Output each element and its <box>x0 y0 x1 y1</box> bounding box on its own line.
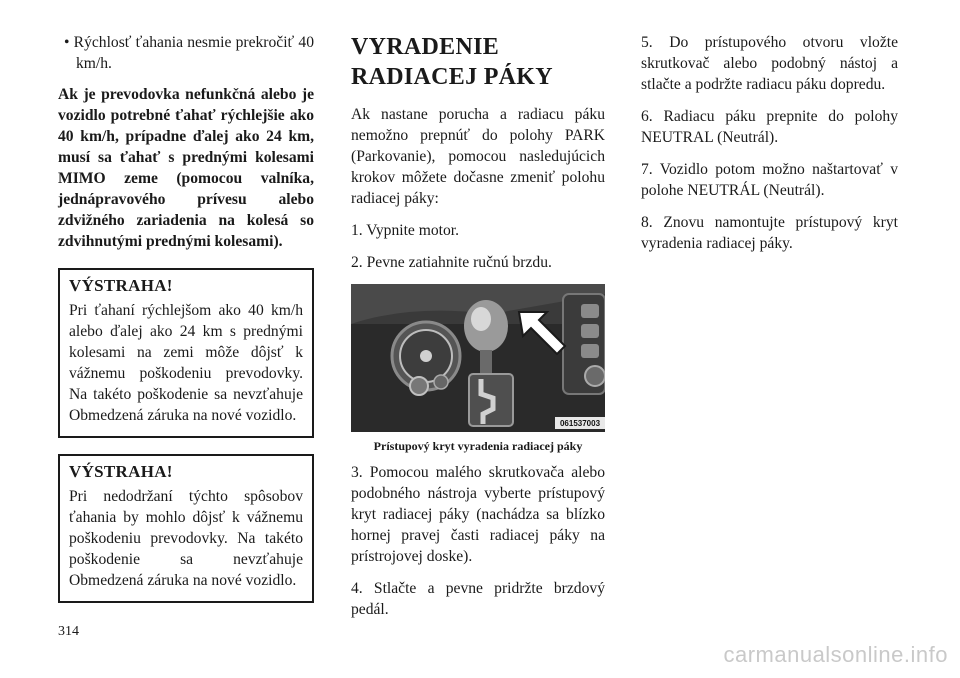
step-4: 4. Stlačte a pevne pridržte brzdový pedál. <box>351 580 605 618</box>
step-6: 6. Radiacu páku prepnite do polohy NEUTRAL (Neutrál). <box>641 108 898 146</box>
warning-title: VÝSTRAHA! <box>69 462 173 481</box>
intro-paragraph: Ak nastane porucha a radiacu páku nemožno prepnúť do polohy PARK (Parkovanie), pomocou nasledujúcich krokov môžete dočasne zmeniť polohu radiacej páky: <box>351 106 605 207</box>
warning-text: Pri nedodržaní týchto spôsobov ťahania by mohlo dôjsť k vážnemu poškodeniu prevodovky. Na takéto poškodenie sa nevzťahuje Obmedzená záruka na nové vozidlo. <box>69 488 303 589</box>
figure <box>351 284 605 454</box>
left-column <box>58 32 314 619</box>
watermark-link[interactable]: carmanualsonline.info <box>723 642 948 667</box>
step-1: 1. Vypnite motor. <box>351 222 460 239</box>
middle-column <box>351 32 605 631</box>
image-code: 061537003 <box>559 419 601 428</box>
bullet-text: Rýchlosť ťahania nesmie prekročiť 40 km/h. <box>73 34 314 72</box>
shifter-photo <box>351 284 605 432</box>
step-2: 2. Pevne zatiahnite ručnú brzdu. <box>351 254 552 271</box>
bold-paragraph: Ak je prevodovka nefunkčná alebo je vozidlo potrebné ťahať rýchlejšie ako 40 km/h, prípadne ďalej ako 24 km, musí sa ťahať s prednými kolesami MIMO zeme (pomocou valníka, jednápravového prívesu alebo zdvižného zariadenia na kolesá so zdvihnutými prednými kolesami). <box>58 86 314 250</box>
step-8: 8. Znovu namontujte prístupový kryt vyradenia radiacej páky. <box>641 214 898 252</box>
warning-title: VÝSTRAHA! <box>69 276 173 295</box>
warning-box-2 <box>58 454 314 603</box>
right-column <box>641 32 898 265</box>
step-3: 3. Pomocou malého skrutkovača alebo podobného nástroja vyberte prístupový kryt radiacej páky (nachádza sa blízko hornej pravej časti radiacej páky na prístrojovej doske). <box>351 464 605 565</box>
section-title: VYRADENIE RADIACEJ PÁKY <box>351 34 553 90</box>
page-number: 314 <box>58 624 79 639</box>
figure-caption: Prístupový kryt vyradenia radiacej páky <box>373 439 583 453</box>
step-7: 7. Vozidlo potom možno naštartovať v polohe NEUTRÁL (Neutrál). <box>641 161 898 199</box>
warning-box-1 <box>58 268 314 438</box>
step-5: 5. Do prístupového otvoru vložte skrutkovač alebo podobný nástoj a stlačte a podržte radiacu páku dopredu. <box>641 34 898 93</box>
warning-text: Pri ťahaní rýchlejšom ako 40 km/h alebo ďalej ako 24 km s prednými kolesami na zemi môže dôjsť k vážnemu poškodeniu prevodovky. Na takéto poškodenie sa nevzťahuje Obmedzená záruka na nové vozidlo. <box>69 302 303 424</box>
bullet-item: • Rýchlosť ťahania nesmie prekročiť 40 km/h. <box>64 34 314 72</box>
